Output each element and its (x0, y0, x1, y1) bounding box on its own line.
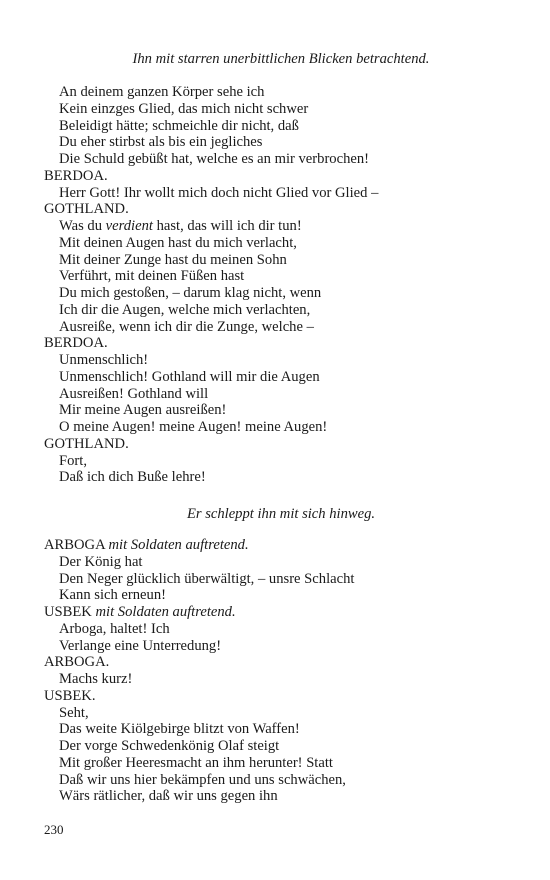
text-run: Was du (59, 218, 106, 234)
verse-line: An deinem ganzen Körper sehe ich (59, 84, 265, 100)
verse-line: Wärs rätlicher, daß wir uns gegen ihn (59, 788, 278, 805)
speaker-name: GOTHLAND. (44, 201, 129, 218)
dialogue-block-1 (44, 84, 514, 486)
stage-direction-top: Ihn mit starren unerbittlichen Blicken betrachtend. (132, 51, 430, 67)
page-number: 230 (44, 822, 64, 837)
verse-line: Der vorge Schwedenkönig Olaf steigt (59, 738, 280, 754)
verse-line: Du mich gestoßen, – darum klag nicht, wenn (59, 285, 322, 301)
speaker-label: USBEK (44, 604, 92, 620)
verse-line: Herr Gott! Ihr wollt mich doch nicht Glied vor Glied – (59, 184, 379, 201)
verse-line: Daß wir uns hier bekämpfen und uns schwächen, (59, 771, 346, 788)
verse-line: Mit deinen Augen hast du mich verlacht, (59, 234, 297, 251)
verse-line: Unmenschlich! Gothland will mir die Augen (59, 368, 320, 385)
verse-line: Ich dir die Augen, welche mich verlachten, (59, 301, 311, 318)
verse-line: Mit großer Heeresmacht an ihm herunter! Statt (59, 754, 333, 771)
verse-line: Beleidigt hätte; schmeichle dir nicht, daß (59, 117, 299, 134)
verse-line: Seht, (59, 704, 89, 721)
verse-line: Das weite Kiölgebirge blitzt von Waffen! (59, 721, 300, 738)
verse-line: Du eher stirbst als bis ein jegliches (59, 134, 263, 151)
verse-line: Arboga, haltet! Ich (59, 620, 170, 637)
text-run: hast, das will ich dir tun! (152, 218, 302, 234)
verse-line: Unmenschlich! (59, 352, 149, 368)
verse-line: Den Neger glücklich überwältigt, – unsre Schlacht (59, 570, 355, 587)
verse-line: Die Schuld gebüßt hat, welche es an mir verbrochen! (59, 151, 370, 167)
speaker-name: USBEK. (44, 687, 96, 704)
verse-line: Kein einzges Glied, das mich nicht schwer (59, 100, 309, 117)
verse-line: Daß ich dich Buße lehre! (59, 469, 206, 486)
verse-line: Ausreiße, wenn ich dir die Zunge, welche – (59, 318, 314, 335)
speaker-name (44, 537, 514, 554)
speaker-label: ARBOGA (44, 537, 105, 553)
verse-line (44, 218, 514, 235)
speaker-name: BERDOA. (44, 167, 108, 184)
speaker-name: GOTHLAND. (44, 435, 129, 452)
verse-line: Mir meine Augen ausreißen! (59, 402, 227, 419)
speaker-stage-direction: mit Soldaten auftretend. (108, 537, 249, 553)
verse-line: Kann sich erneun! (59, 587, 166, 604)
speaker-name: ARBOGA. (44, 654, 110, 671)
verse-line: Verführt, mit deinen Füßen hast (59, 268, 245, 285)
emphasis: verdient (105, 218, 153, 234)
dialogue-block-2 (44, 537, 514, 805)
verse-line: Mit deiner Zunge hast du meinen Sohn (59, 251, 287, 268)
verse-line: Fort, (59, 452, 87, 469)
verse-line: Der König hat (59, 553, 143, 570)
verse-line: Verlange eine Unterredung! (59, 637, 222, 654)
speaker-stage-direction: mit Soldaten auftretend. (95, 604, 236, 620)
verse-line: O meine Augen! meine Augen! meine Augen! (59, 419, 328, 435)
speaker-name: BERDOA. (44, 335, 108, 352)
verse-line: Ausreißen! Gothland will (59, 385, 209, 402)
stage-direction-mid: Er schleppt ihn mit sich hinweg. (186, 506, 376, 522)
verse-line: Machs kurz! (59, 671, 133, 687)
speaker-name (44, 604, 514, 621)
